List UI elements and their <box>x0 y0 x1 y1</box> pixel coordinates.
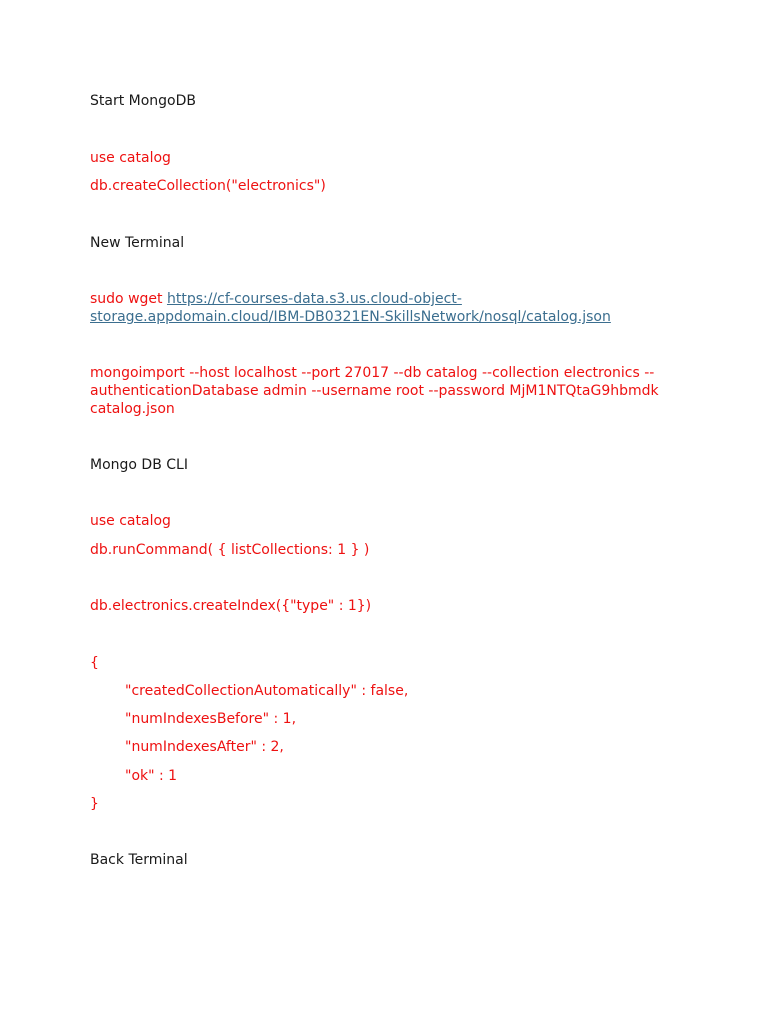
heading-mongo-db-cli: Mongo DB CLI <box>90 457 188 473</box>
command-use-catalog: use catalog <box>90 150 171 166</box>
heading-back-terminal: Back Terminal <box>90 852 188 868</box>
result-created-collection: "createdCollectionAutomatically" : false, <box>125 683 409 699</box>
result-close-brace: } <box>90 796 99 812</box>
command-use-catalog-cli: use catalog <box>90 513 171 529</box>
wget-prefix: sudo wget <box>90 291 167 307</box>
command-mongoimport: mongoimport --host localhost --port 27017 --db catalog --collection electronics --authenticationDatabase admin --username root --password MjM1NTQtaG9hbmdk catalog.json <box>90 365 664 417</box>
result-num-indexes-before: "numIndexesBefore" : 1, <box>125 711 297 727</box>
command-create-index: db.electronics.createIndex({"type" : 1}) <box>90 598 372 614</box>
catalog-json-link[interactable]: https://cf-courses-data.s3.us.cloud-object-storage.appdomain.cloud/IBM-DB0321EN-SkillsNetwork/nosql/catalog.json <box>90 291 611 325</box>
result-ok: "ok" : 1 <box>125 768 178 784</box>
command-run-command: db.runCommand( { listCollections: 1 } ) <box>90 542 370 558</box>
heading-start-mongodb: Start MongoDB <box>90 93 197 109</box>
result-num-indexes-after: "numIndexesAfter" : 2, <box>125 739 284 755</box>
heading-new-terminal: New Terminal <box>90 235 185 251</box>
result-open-brace: { <box>90 655 99 671</box>
command-create-collection: db.createCollection("electronics") <box>90 178 326 194</box>
command-wget <box>90 290 672 326</box>
